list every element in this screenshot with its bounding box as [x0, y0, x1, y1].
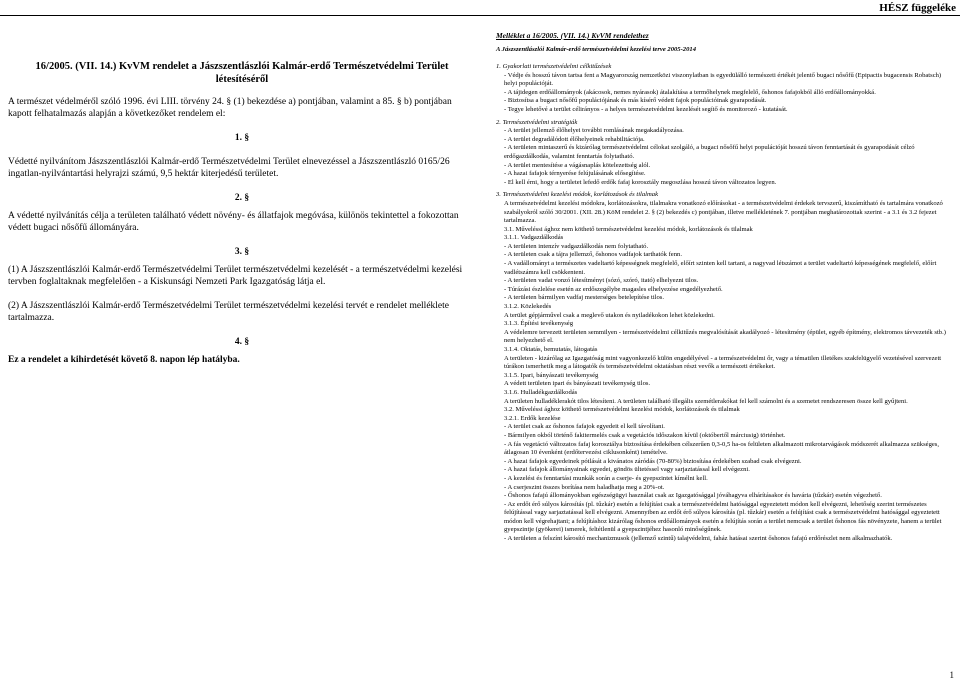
plan-line: 3.1.4. Oktatás, bemutatás, látogatás: [504, 346, 598, 353]
section-3-para-2: (2) A Jászszentlászlói Kalmár-erdő Természetvédelmi Terület természetvédelmi kezelési tervét e rendelet melléklete tartalmazza.: [8, 301, 450, 323]
plan-line: - A területen intenzív vadgazdálkodás nem folytatható.: [504, 242, 649, 250]
plan-line: - Biztosítsa a bugaci nősőfű populációjának és más kísérő védett fajok populációinak gyarapodását.: [504, 97, 767, 105]
plan-line: - A terület mentesítése a vágásnaplás kötelezettség alól.: [504, 161, 651, 169]
plan-line: - A területen bármilyen vadfaj mesterséges betelepítése tilos.: [504, 294, 665, 302]
plan-line: 2. Természetvédelmi stratégiák: [496, 118, 578, 126]
section-4-heading: 4. §: [234, 337, 250, 347]
section-2-text: A védetté nyilvánítás célja a területen található védett növény- és állatfajok megóvása, különös tekintettel a fokozottan védett bugaci nősőfű állományára.: [8, 211, 459, 233]
plan-line: 3.2. Műveléssi ághoz köthető természetvédelmi kezelési módok, korlátozások és tilalmak: [504, 406, 740, 414]
section-3-para-1: (1) A Jászszentlászlói Kalmár-erdő Természetvédelmi Terület természetvédelmi kezelését - a természetvédelmi kezelési tervben foglaltaknak megfelelően - a Kiskunsági Nemzeti Park Igazgatóság látja el.: [8, 265, 463, 287]
plan-line: - El kell érni, hogy a területet lefedő erdők fafaj korosztály megoszlása hosszú távon változatos legyen.: [504, 178, 777, 186]
plan-heading: A Jászszentlászlói Kalmár-erdő természetvédelmi kezelési terve 2005-2014: [496, 46, 696, 53]
plan-line: 3.1.2. Közlekedés: [504, 303, 552, 311]
plan-line: A terület gépjárművel csak a meglevő utakon és nyiladékokon lehet közlekedni.: [504, 311, 715, 319]
plan-line: - Tegye lehetővé a terület célirányos - a helyes természetvédelmi kezelését segítő és monitorozó - kutatását.: [504, 105, 788, 113]
management-plan-column: [496, 46, 955, 544]
plan-line: - A tájidegen erdőállományok (akácosok, nemes nyárasok) átalakítása a termőhelynek megfelelő, őshonos fafajokból álló erdőállományokká.: [504, 88, 876, 96]
plan-line: - A hazai fafajok térnyerése felújulásának elősegítése.: [504, 170, 646, 178]
decree-intro: A természet védelméről szóló 1996. évi LIII. törvény 24. § (1) bekezdése a) pontjában, valamint a 85. § b) pontjában kapott felhatalmazás alapján a következőket rendelem el:: [8, 97, 452, 119]
plan-line: 3.1. Műveléssi ághoz nem köthető természetvédelmi kezelési módok, korlátozások és tilalmak: [504, 225, 753, 233]
plan-line: - A cserjeszint összes borítása nem haladhatja meg a 20%-ot.: [504, 483, 665, 491]
page-number: 1: [949, 670, 954, 680]
plan-line: - Bármilyen okból történő fakitermelés csak a vegetációs időszakon kívül (októbertől márciusig) történhet.: [504, 431, 786, 439]
plan-line: - Az erdőt érő súlyos károsítás (pl. tűzkár) esetén a felújítást csak a természetvédelmi hatósággal egyeztetett módon kell elvégezni, lehetőség szerint természetes felújítással vagy sarjaztatással kell elvégezni. Amennyiben az erdőt érő súlyos károsítás (pl. tűzkár) esetén a felújítást csak a természetvédelmi hatósággal egyeztetett módon kell végrehajtani; a felújításhoz kizárólag őshonos erdőállományok esetén a felújítás során a terület nemcsak a terület őshonos fás növényzete, hanem a terület gyepszintje (gyökerei) ismerek, feltétlenül a gyepszintjéhez hasonló minőségűnek.: [504, 500, 942, 534]
plan-line: - A területen a felszínt károsító mechanizmusok (jellemző szintű) talajvédelmi, faház hatásai szerint őshonos fafajú erdőrészlet nem alkalmazhatók.: [504, 535, 893, 543]
header-title: HÉSZ függeléke: [879, 2, 956, 14]
plan-line: - A terület jellemző élőhelyei további romlásának megakadályozása.: [504, 127, 684, 135]
plan-line: 3.2.1. Erdők kezelése: [504, 414, 561, 422]
plan-line: 1. Gyakorlati természetvédelmi célkitűzések: [496, 63, 612, 70]
plan-line: A védett területen ipari és bányászati tevékenység tilos.: [504, 380, 651, 388]
plan-line: A természetvédelmi kezelési módokra, korlátozásokra, tilalmakra vonatkozó előírásokat - a természetvédelmi érdekek tervszerű, kiszámítható és tartalmára vonatkozó szabályokról szóló 30/2001. (XII. 28.) KöM rendelet 2. § (2) bekezdés c) pontjában, illetve mellékletének 7. pontjában meghatározottak szerint - a 3.1 és 3.2 fejezet tartalmazza.: [504, 199, 943, 225]
plan-line: - A hazai fafajok állományainak egyedei, göndös ültetéssel vagy sarjaztatással kell elvégezni.: [504, 466, 750, 474]
plan-line: - Védje és hosszú távon tartsa fent a Magyarország nemzetközi viszonylatban is egyedülálló természeti értékét jelentő bugaci nősőfű (Epipactis bugacensis Robatsch) helyi populációját.: [504, 71, 942, 88]
plan-line: - A terület degradálódott élőhelyeinek rehabilitációja.: [504, 135, 645, 143]
plan-line: A területen - kizárólag az Igazgatóság mint vagyonkezelő külön engedélyével - a természetvédelmi őr, vagy a tématilen illetékes szakfelügyelő vezetésével szervezett túrákon ismerhetik meg a látogatók és természetvédelmi oktatásban részt vevők a természeti értékeket.: [504, 354, 942, 371]
section-1-text: Védetté nyilvánítom Jászszentlászlói Kalmár-erdő Természetvédelmi Terület elnevezéssel a Jászszentlászló 0165/26 ingatlan-nyilvántartási helyrajzi számú, 9,5 hektár kiterjedésű területet.: [8, 157, 450, 179]
plan-line: 3.1.3. Építési tevékenység: [504, 320, 574, 328]
plan-line: - A kezelési és fenntartási munkák során a cserje- és gyepszintet kímélni kell.: [504, 474, 708, 482]
decree-column: [8, 60, 476, 366]
plan-line: - A hazai fafajok egyedeinek pótlását a kivánatos záródás (70-80%) biztosítása érdekében szabad csak elvégezni.: [504, 457, 802, 465]
decree-title: 16/2005. (VII. 14.) KvVM rendelet a Jászszentlászlói Kalmár-erdő Természetvédelmi Terület létesítéséről: [35, 61, 449, 85]
plan-line: - Őshonos fafajú állományokban egészségügyi használat csak az Igazgatósággal jóváhagyva elhárításakor és havária (tűzkár) esetén végezhető.: [504, 492, 882, 500]
plan-line: - A területen csak a tájra jellemző, őshonos vadfajok tarthatók fenn.: [504, 251, 682, 259]
plan-line: - Túrázási észlelése esetén az erdőszegélybe magasles elhelyezése engedélyezhető.: [504, 285, 723, 293]
section-2-heading: 2. §: [234, 193, 250, 203]
section-4-text: Ez a rendelet a kihirdetését követő 8. napon lép hatályba.: [8, 355, 240, 365]
plan-line: 3.1.6. Hulladékgazdálkodás: [504, 388, 578, 396]
header-rule: [0, 15, 960, 16]
section-3-heading: 3. §: [234, 247, 250, 257]
plan-line: - A területen vadat vonzó létesítményt (sózó, szóró, itató) elhelyezni tilos.: [504, 277, 699, 285]
plan-line: 3.1.1. Vadgazdálkodás: [504, 234, 564, 242]
annex-header: Melléklet a 16/2005. (VII. 14.) KvVM rendelethez: [496, 31, 649, 40]
plan-line: - A vadállományt a természetes vadeltartó képességnek megfelelő, előírt szinten kell tartani, a nagyvad létszámot a terület vadeltartó képességének megfelelő, előírt vadlétszámra kell csökkenteni.: [504, 260, 937, 276]
plan-line: 3. Természetvédelmi kezelési módok, korlátozások és tilalmak: [496, 191, 659, 199]
plan-line: A védelemre tervezett területen semmilyen - természetvédelmi célkitűzés megvalósítását akadályozó - létesítmény (épület, egyéb építmény, elektromos távvezeték stb.) nem helyezhető el.: [504, 328, 946, 345]
section-1-heading: 1. §: [234, 133, 250, 143]
plan-line: - A területen mintaszerű és kizárólag természetvédelmi célokat szolgáló, a bugaci nősőfű helyi populációját hosszú távon fenntartását és gyarapodását célzó erdőgazdálkodás, valamint fenntartás folytatható.: [504, 144, 915, 160]
plan-body: [496, 63, 955, 544]
plan-line: - A terület csak az őshonos fafajok egyedeit el kell távolítani.: [504, 423, 665, 431]
plan-line: A területen hulladéklerakót tilos létesíteni. A területen található illegális szemétlerakókat fel kell számolni és a szemetet rendszeresen össze kell gyűjteni.: [504, 397, 908, 405]
plan-line: - A fás vegetáció változatos fafaj korosztálya biztosítása érdekében célszerűen 0,3-0,5 ha-os felületen alkalmazott mikrotarvágások módszerét alkalmazza szükséges, átlagosan 10 évenként (erdőtervezési ciklusonként) ismételve.: [504, 440, 940, 457]
plan-line: 3.1.5. Ipari, bányászati tevékenység: [504, 371, 599, 379]
